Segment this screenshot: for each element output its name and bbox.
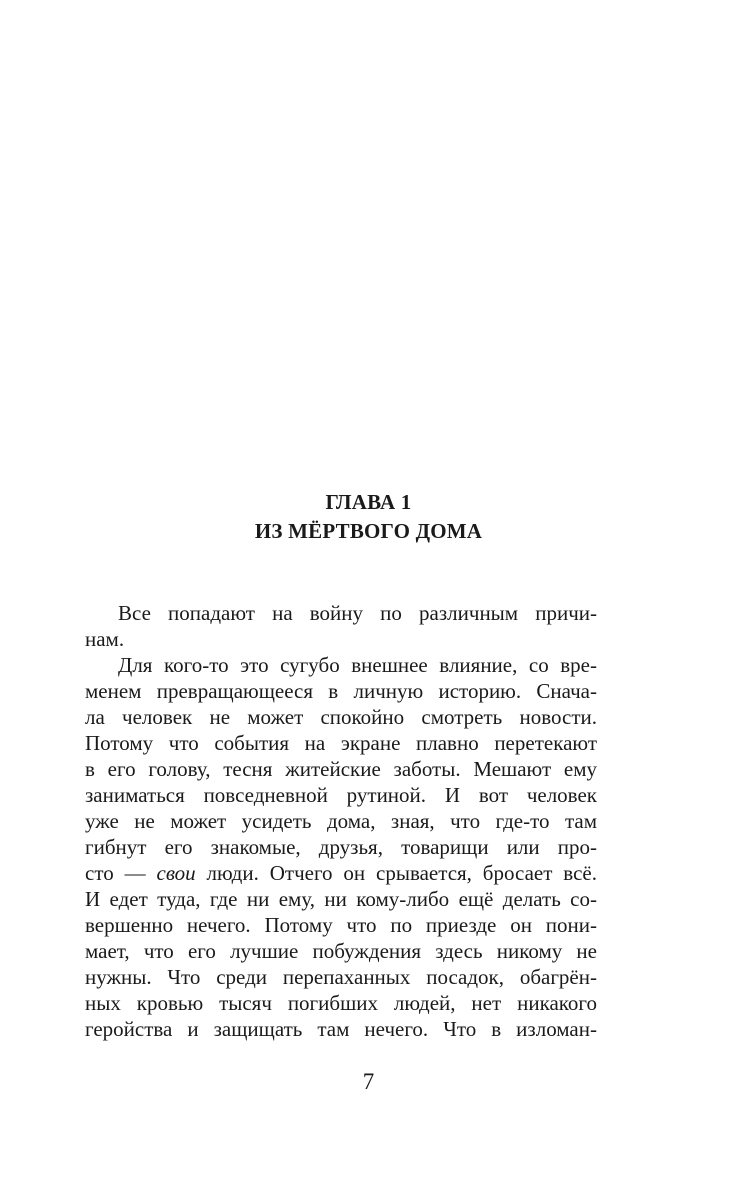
text-line (85, 860, 597, 886)
text-line: Все попадают на войну по различным причи- (118, 601, 597, 625)
emphasis-text: свои (156, 861, 196, 885)
text-line: в его голову, тесня житейские заботы. Мешают ему (85, 757, 597, 781)
text-line: ных кровью тысяч погибших людей, нет никакого (85, 991, 597, 1015)
text-line: уже не может усидеть дома, зная, что где-то там (85, 809, 597, 833)
text-line: гибнут его знакомые, друзья, товарищи или про- (85, 835, 597, 859)
chapter-number: ГЛАВА 1 (325, 490, 412, 514)
text-segment: сто — (85, 861, 157, 885)
chapter-heading (0, 488, 737, 546)
text-line: заниматься повседневной рутиной. И вот человек (85, 783, 597, 807)
text-line: нам. (85, 627, 125, 651)
text-line: геройства и защищать там нечего. Что в изломан- (85, 1017, 597, 1041)
text-line: Для кого-то это сугубо внешнее влияние, со вре- (118, 653, 597, 677)
text-segment: люди. Отчего он срывается, бросает всё. (195, 861, 597, 885)
chapter-body (85, 600, 597, 1042)
chapter-title: ИЗ МЁРТВОГО ДОМА (254, 519, 483, 543)
page-number: 7 (362, 1069, 375, 1094)
text-line: менем превращающееся в личную историю. Снача- (85, 679, 597, 703)
text-line: ла человек не может спокойно смотреть новости. (85, 705, 597, 729)
text-line: нужны. Что среди перепаханных посадок, обагрён- (85, 965, 597, 989)
text-line: Потому что события на экране плавно перетекают (85, 731, 597, 755)
text-line: И едет туда, где ни ему, ни кому-либо ещё делать со- (85, 887, 597, 911)
text-line: вершенно нечего. Потому что по приезде он пони- (85, 913, 597, 937)
text-line: мает, что его лучшие побуждения здесь никому не (85, 939, 597, 963)
